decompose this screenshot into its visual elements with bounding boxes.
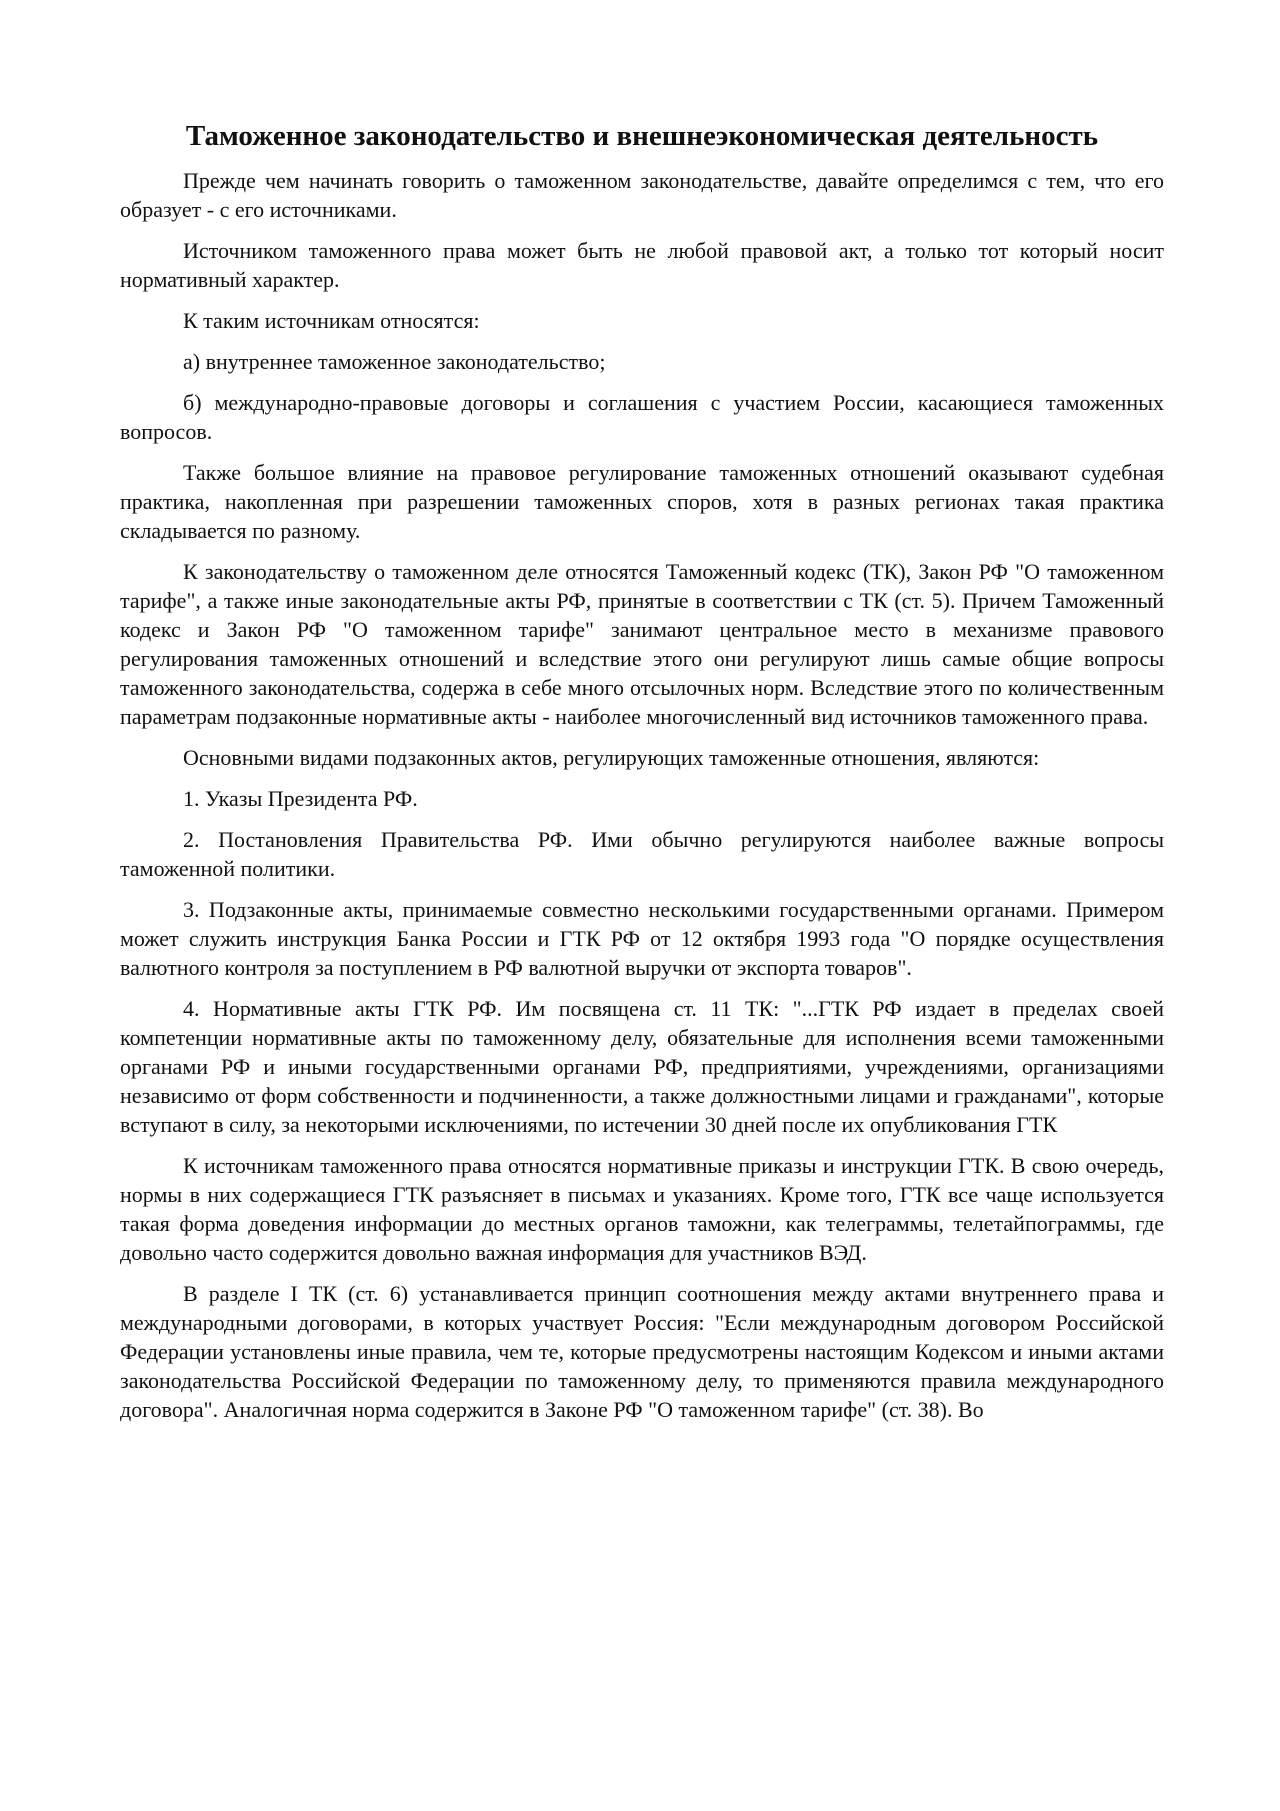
paragraph-international-treaties: В разделе I ТК (ст. 6) устанавливается принцип соотношения между актами внутреннего права и международными договорами, в которых участвует Россия: "Если международным договором Российской Федерации установлены иные правила, чем те, которые предусмотрены настоящим Кодексом и иными актами законодательства Российской Федерации по таможенному делу, то применяются правила международного договора". Аналогичная норма содержится в Законе РФ "О таможенном тарифе" (ст. 38). Во [120,1281,1164,1422]
paragraph-court-practice: Также большое влияние на правовое регулирование таможенных отношений оказывают судебная практика, накопленная при разрешении таможенных споров, хотя в разных регионах такая практика складывается по разному. [120,460,1164,543]
paragraph-normative-character: Источником таможенного права может быть не любой правовой акт, а только тот который носит нормативный характер. [120,238,1164,292]
document-page [120,118,1164,1436]
paragraph-list-2: 2. Постановления Правительства РФ. Ими обычно регулируются наиболее важные вопросы таможенной политики. [120,827,1164,881]
paragraph-item-b: б) международно-правовые договоры и соглашения с участием России, касающиеся таможенных вопросов. [120,390,1164,444]
paragraph-bylaws-intro: Основными видами подзаконных актов, регулирующих таможенные отношения, являются: [183,745,1040,770]
paragraph-gtk-orders: К источникам таможенного права относятся нормативные приказы и инструкции ГТК. В свою очередь, нормы в них содержащиеся ГТК разъясняет в письмах и указаниях. Кроме того, ГТК все чаще используется такая форма доведения информации до местных органов таможни, как телеграммы, телетайпограммы, где довольно часто содержится довольно важная информация для участников ВЭД. [120,1153,1164,1265]
paragraph-list-4: 4. Нормативные акты ГТК РФ. Им посвящена ст. 11 ТК: "...ГТК РФ издает в пределах своей компетенции нормативные акты по таможенному делу, обязательные для исполнения всеми таможенными органами РФ и иными государственными органами РФ, предприятиями, учреждениями, организациями независимо от форм собственности и подчиненности, а также должностными лицами и гражданами", которые вступают в силу, за некоторыми исключениями, по истечении 30 дней после их опубликования ГТК [120,996,1164,1137]
paragraph-list-1: 1. Указы Президента РФ. [183,786,418,811]
paragraph-legislation: К законодательству о таможенном деле относятся Таможенный кодекс (ТК), Закон РФ "О таможенном тарифе", а также иные законодательные акты РФ, принятые в соответствии с ТК (ст. 5). Причем Таможенный кодекс и Закон РФ "О таможенном тарифе" занимают центральное место в механизме правового регулирования таможенных отношений и вследствие этого они регулируют лишь самые общие вопросы таможенного законодательства, содержа в себе много отсылочных норм. Вследствие этого по количественным параметрам подзаконные нормативные акты - наиболее многочисленный вид источников таможенного права. [120,559,1164,729]
paragraph-sources-intro: Прежде чем начинать говорить о таможенном законодательстве, давайте определимся с тем, что его образует - с его источниками. [120,168,1164,222]
document-title: Таможенное законодательство и внешнеэкономическая деятельность [185,120,1099,152]
paragraph-sources-list-intro: К таким источникам относятся: [183,308,480,333]
paragraph-list-3: 3. Подзаконные акты, принимаемые совместно несколькими государственными органами. Примером может служить инструкция Банка России и ГТК РФ от 12 октября 1993 года "О порядке осуществления валютного контроля за поступлением в РФ валютной выручки от экспорта товаров". [120,897,1164,980]
paragraph-item-a: а) внутреннее таможенное законодательство; [183,349,606,374]
